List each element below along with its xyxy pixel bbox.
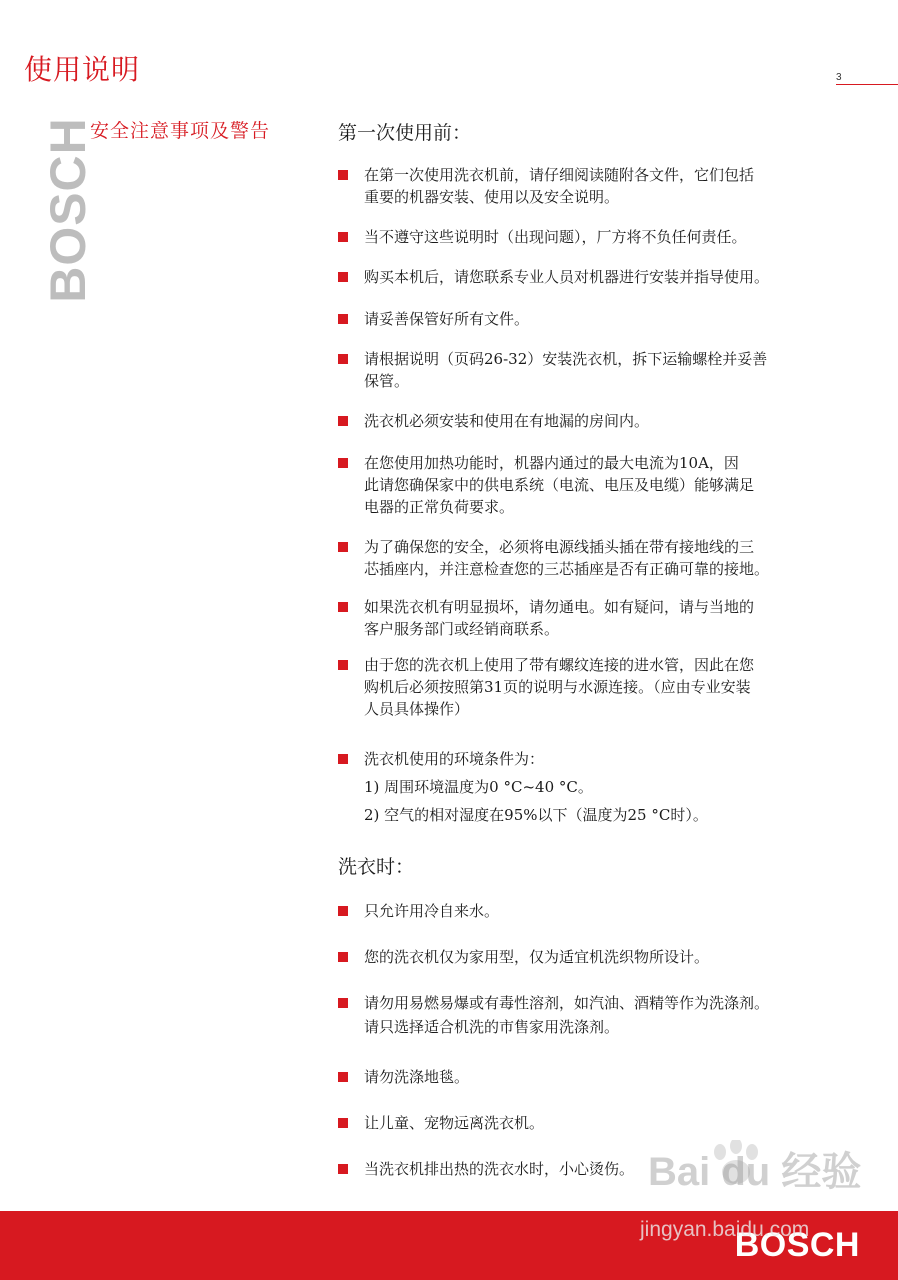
bullet-icon [338, 1164, 348, 1174]
bullet-icon [338, 602, 348, 612]
list-item-text: 只允许用冷自来水。 [364, 902, 500, 920]
list-item-text: 购机后必须按照第31页的说明与水源连接。（应由专业安装 [364, 678, 751, 696]
list-item-text: 洗衣机必须安装和使用在有地漏的房间内。 [364, 412, 650, 430]
page-number-rule [836, 84, 898, 85]
page-number: 3 [836, 72, 842, 83]
bullet-icon [338, 1118, 348, 1128]
bullet-icon [338, 354, 348, 364]
list-item-text: 在您使用加热功能时，机器内通过的最大电流为10A，因 [364, 454, 739, 472]
bullet-icon [338, 272, 348, 282]
list-item-text: 此请您确保家中的供电系统（电流、电压及电缆）能够满足 [364, 476, 755, 494]
list-item-text: 芯插座内，并注意检查您的三芯插座是否有正确可靠的接地。 [364, 560, 770, 578]
side-brand-logo: BOSCH [40, 117, 96, 303]
list-item-text: 请勿洗涤地毯。 [364, 1068, 470, 1086]
list-item-text: 客户服务部门或经销商联系。 [364, 620, 560, 638]
list-item-text: 由于您的洗衣机上使用了带有螺纹连接的进水管，因此在您 [364, 656, 755, 674]
page-title: 使用说明 [24, 53, 141, 86]
list-item-text: 电器的正常负荷要求。 [364, 498, 515, 516]
list-item-text: 洗衣机使用的环境条件为： [364, 750, 545, 768]
list-item-text: 当不遵守这些说明时（出现问题），厂方将不负任何责任。 [364, 228, 747, 246]
bullet-icon [338, 998, 348, 1008]
list-item-subline: 1) 周围环境温度为0 °C~40 °C。 [364, 778, 593, 796]
watermark-url: jingyan.baidu.com [640, 1218, 810, 1241]
list-item-text: 为了确保您的安全，必须将电源线插头插在带有接地线的三 [364, 538, 755, 556]
bullet-icon [338, 1072, 348, 1082]
bullet-icon [338, 906, 348, 916]
bullet-icon [338, 314, 348, 324]
list-item-subline: 2) 空气的相对湿度在95%以下（温度为25 °C时）。 [364, 806, 708, 824]
list-item-text: 人员具体操作） [364, 700, 470, 718]
list-item-text: 在第一次使用洗衣机前，请仔细阅读随附各文件，它们包括 [364, 166, 755, 184]
heading-during-wash: 洗衣时： [338, 856, 415, 878]
list-item-text: 请妥善保管好所有文件。 [364, 310, 530, 328]
watermark-text: Bai du 经验 [648, 1150, 862, 1194]
bullet-icon [338, 542, 348, 552]
list-item-text: 当洗衣机排出热的洗衣水时，小心烫伤。 [364, 1160, 635, 1178]
bullet-icon [338, 232, 348, 242]
section-label: 安全注意事项及警告 [90, 120, 271, 142]
bullet-icon [338, 952, 348, 962]
list-item-text: 购买本机后，请您联系专业人员对机器进行安装并指导使用。 [364, 268, 770, 286]
bullet-icon [338, 754, 348, 764]
list-item-text: 如果洗衣机有明显损坏，请勿通电。如有疑问，请与当地的 [364, 598, 755, 616]
bullet-icon [338, 416, 348, 426]
list-item-text: 您的洗衣机仅为家用型，仅为适宜机洗织物所设计。 [364, 948, 710, 966]
heading-before-first-use: 第一次使用前： [338, 122, 472, 144]
list-item-text: 保管。 [364, 372, 410, 390]
list-item-text: 重要的机器安装、使用以及安全说明。 [364, 188, 620, 206]
list-item-text: 请勿用易燃易爆或有毒性溶剂，如汽油、酒精等作为洗涤剂。 [364, 994, 770, 1012]
list-item-text: 让儿童、宠物远离洗衣机。 [364, 1114, 545, 1132]
bullet-icon [338, 170, 348, 180]
bullet-icon [338, 660, 348, 670]
footer-brand-logo: BOSCH [734, 1226, 860, 1264]
list-item-text: 请只选择适合机洗的市售家用洗涤剂。 [364, 1018, 620, 1036]
list-item-text: 请根据说明（页码26-32）安装洗衣机，拆下运输螺栓并妥善 [364, 350, 768, 368]
bullet-icon [338, 458, 348, 468]
